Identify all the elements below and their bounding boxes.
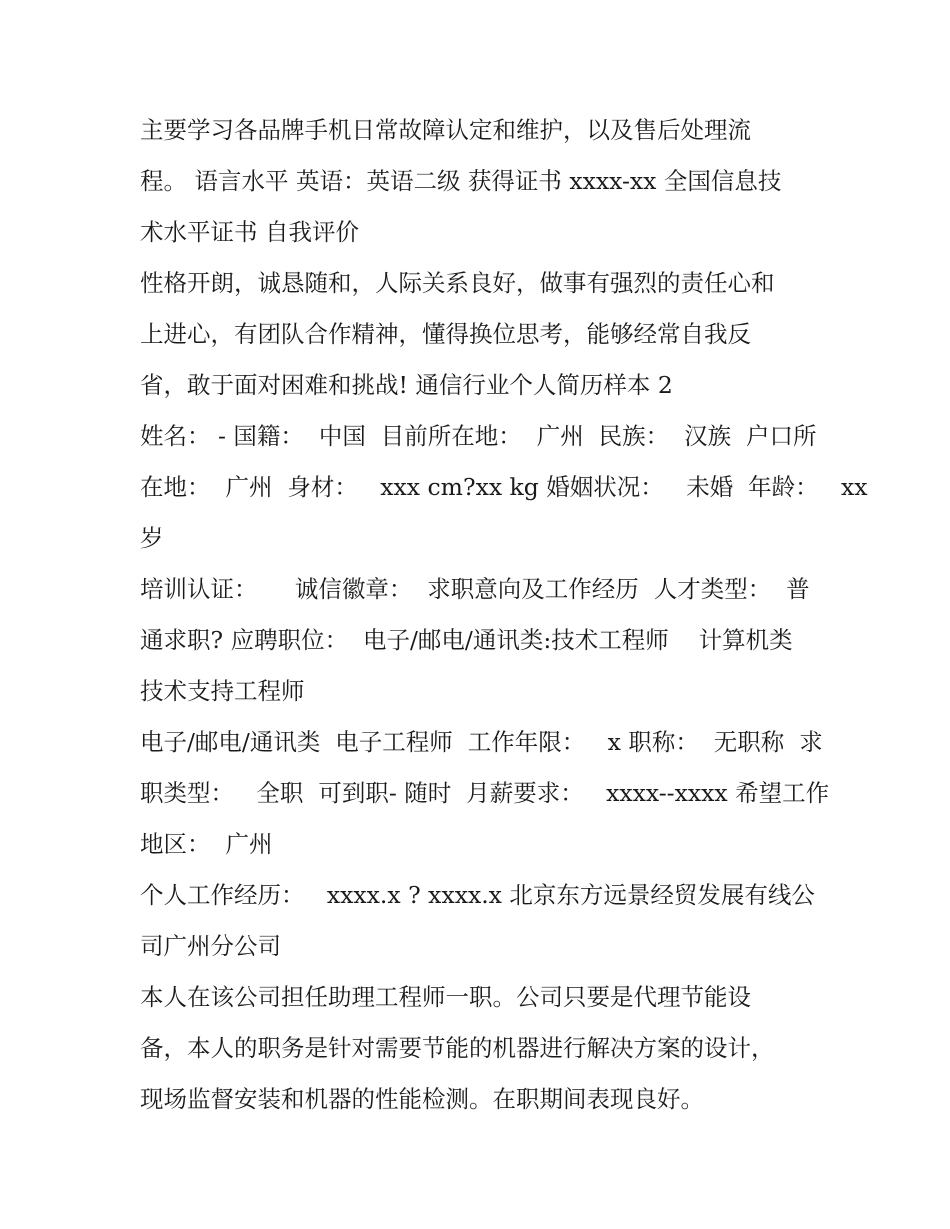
text-line: 程。 语言水平 英语：英语二级 获得证书 xxxx-xx 全国信息技: [140, 167, 782, 195]
paragraph-work-experience-header: [140, 870, 820, 972]
text-line: 性格开朗，诚恳随和，人际关系良好，做事有强烈的责任心和: [140, 269, 775, 297]
paragraph-job-requirements: [140, 717, 830, 870]
text-line: 本人在该公司担任助理工程师一职。公司只要是代理节能设: [140, 983, 751, 1011]
text-line: 术水平证书 自我评价: [140, 218, 359, 246]
text-line: 省，敢于面对困难和挑战! 通信行业个人简历样本 2: [140, 371, 673, 399]
text-line: 技术支持工程师: [140, 677, 305, 705]
text-line: 在地： 广州 身材： xxx cm?xx kg 婚姻状况： 未婚 年龄： xx: [140, 473, 868, 501]
text-line: 通求职? 应聘职位： 电子/邮电/通讯类:技术工程师 计算机类: [140, 626, 793, 654]
paragraph-job-intention: [140, 564, 820, 717]
text-line: 备，本人的职务是针对需要节能的机器进行解决方案的设计，: [140, 1034, 775, 1062]
text-line: 姓名： - 国籍： 中国 目前所在地： 广州 民族： 汉族 户口所: [140, 422, 817, 450]
text-line: 现场监督安装和机器的性能检测。在职期间表现良好。: [140, 1085, 704, 1113]
paragraph-self-evaluation: [140, 258, 820, 411]
document-body: [140, 105, 868, 1125]
text-line: 地区： 广州: [140, 830, 273, 858]
text-line: 培训认证： 诚信徽章： 求职意向及工作经历 人才类型： 普: [140, 575, 810, 603]
text-line: 职类型： 全职 可到职- 随时 月薪要求： xxxx--xxxx 希望工作: [140, 779, 830, 807]
paragraph-skills-language-certificates: [140, 105, 820, 258]
text-line: 岁: [140, 524, 164, 552]
text-line: 个人工作经历： xxxx.x ? xxxx.x 北京东方远景经贸发展有线公: [140, 881, 815, 909]
text-line: 上进心，有团队合作精神，懂得换位思考，能够经常自我反: [140, 320, 751, 348]
text-line: 主要学习各品牌手机日常故障认定和维护，以及售后处理流: [140, 116, 751, 144]
text-line: 司广州分公司: [140, 932, 281, 960]
paragraph-personal-info: [140, 411, 868, 564]
paragraph-work-experience-detail: [140, 972, 820, 1125]
text-line: 电子/邮电/通讯类 电子工程师 工作年限： x 职称： 无职称 求: [140, 728, 823, 756]
